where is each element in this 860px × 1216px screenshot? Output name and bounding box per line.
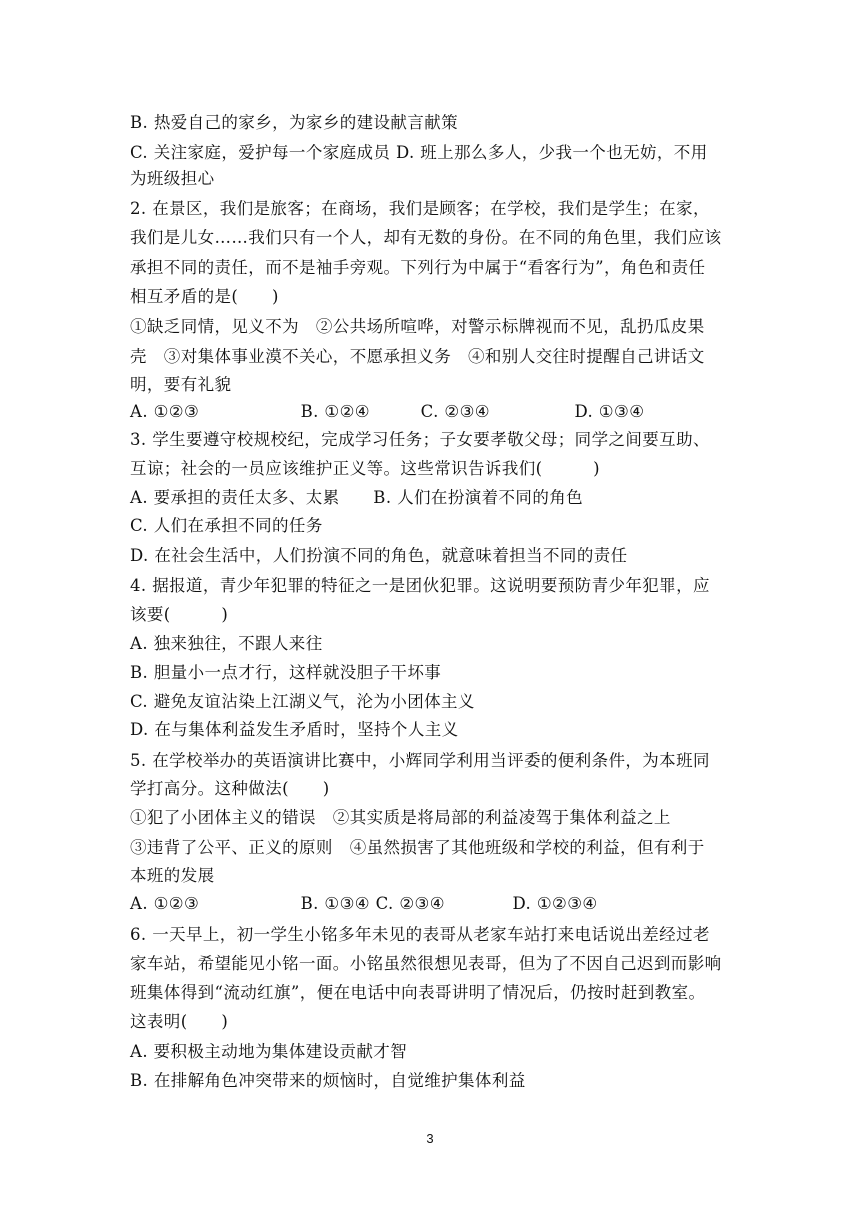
text-line: D. 在与集体利益发生矛盾时，坚持个人主义 bbox=[130, 720, 459, 739]
text-line: B. 在排解角色冲突带来的烦恼时，自觉维护集体利益 bbox=[130, 1071, 526, 1090]
text-line: 5. 在学校举办的英语演讲比赛中，小辉同学利用当评委的便利条件，为本班同 bbox=[130, 751, 710, 770]
text-line: B. 胆量小一点才行，这样就没胆子干坏事 bbox=[130, 663, 442, 682]
text-line: B. 热爱自己的家乡，为家乡的建设献言献策 bbox=[130, 113, 459, 132]
text-line: 这表明( ) bbox=[130, 1012, 229, 1031]
text-line: ①缺乏同情，见义不为 ②公共场所喧哗，对警示标牌视而不见，乱扔瓜皮果 bbox=[130, 317, 705, 336]
text-line: D. 在社会生活中，人们扮演不同的角色，就意味着担当不同的责任 bbox=[130, 546, 628, 565]
text-line: 明，要有礼貌 bbox=[130, 375, 232, 394]
text-line: 壳 ③对集体事业漠不关心，不愿承担义务 ④和别人交往时提醒自己讲话文 bbox=[130, 347, 705, 366]
page-number: 3 bbox=[426, 1131, 434, 1146]
text-line: 家车站，希望能见小铭一面。小铭虽然很想见表哥，但为了不因自己迟到而影响 bbox=[130, 954, 722, 973]
text-line: 3. 学生要遵守校规校纪，完成学习任务；子女要孝敬父母；同学之间要互助、 bbox=[130, 430, 710, 449]
text-line: 2. 在景区，我们是旅客；在商场，我们是顾客；在学校，我们是学生；在家， bbox=[130, 199, 710, 218]
text-line: C. 避免友谊沾染上江湖义气，沦为小团体主义 bbox=[130, 692, 475, 711]
text-line: A. 要承担的责任太多、太累 B. 人们在扮演着不同的角色 bbox=[130, 488, 584, 507]
text-line: 该要( ) bbox=[130, 605, 229, 624]
text-line: 6. 一天早上，初一学生小铭多年未见的表哥从老家车站打来电话说出差经过老 bbox=[130, 925, 710, 944]
text-line: A. ①②③ B. ①②④ C. ②③④ D. ①③④ bbox=[130, 402, 645, 421]
text-line: 为班级担心 bbox=[130, 169, 215, 188]
text-line: A. 要积极主动地为集体建设贡献才智 bbox=[130, 1042, 408, 1061]
text-line: A. ①②③ B. ①③④ C. ②③④ D. ①②③④ bbox=[130, 894, 598, 913]
text-line: C. 人们在承担不同的任务 bbox=[130, 516, 323, 535]
text-line: 4. 据报道，青少年犯罪的特征之一是团伙犯罪。这说明要预防青少年犯罪，应 bbox=[130, 576, 710, 595]
text-line: A. 独来独往，不跟人来往 bbox=[130, 634, 323, 653]
text-line: 互谅；社会的一员应该维护正义等。这些常识告诉我们( ) bbox=[130, 459, 600, 478]
text-line: 本班的发展 bbox=[130, 866, 215, 885]
text-line: C. 关注家庭，爱护每一个家庭成员 D. 班上那么多人，少我一个也无妨，不用 bbox=[130, 143, 708, 162]
text-line: 相互矛盾的是( ) bbox=[130, 287, 279, 306]
text-line: ③违背了公平、正义的原则 ④虽然损害了其他班级和学校的利益，但有利于 bbox=[130, 838, 705, 857]
text-line: ①犯了小团体主义的错误 ②其实质是将局部的利益凌驾于集体利益之上 bbox=[130, 808, 671, 827]
text-line: 承担不同的责任，而不是袖手旁观。下列行为中属于“看客行为”，角色和责任 bbox=[130, 258, 706, 277]
text-line: 学打高分。这种做法( ) bbox=[130, 779, 330, 798]
text-line: 我们是儿女……我们只有一个人，却有无数的身份。在不同的角色里，我们应该 bbox=[130, 228, 722, 247]
text-line: 班集体得到“流动红旗”，便在电话中向表哥讲明了情况后，仍按时赶到教室。 bbox=[130, 983, 706, 1002]
